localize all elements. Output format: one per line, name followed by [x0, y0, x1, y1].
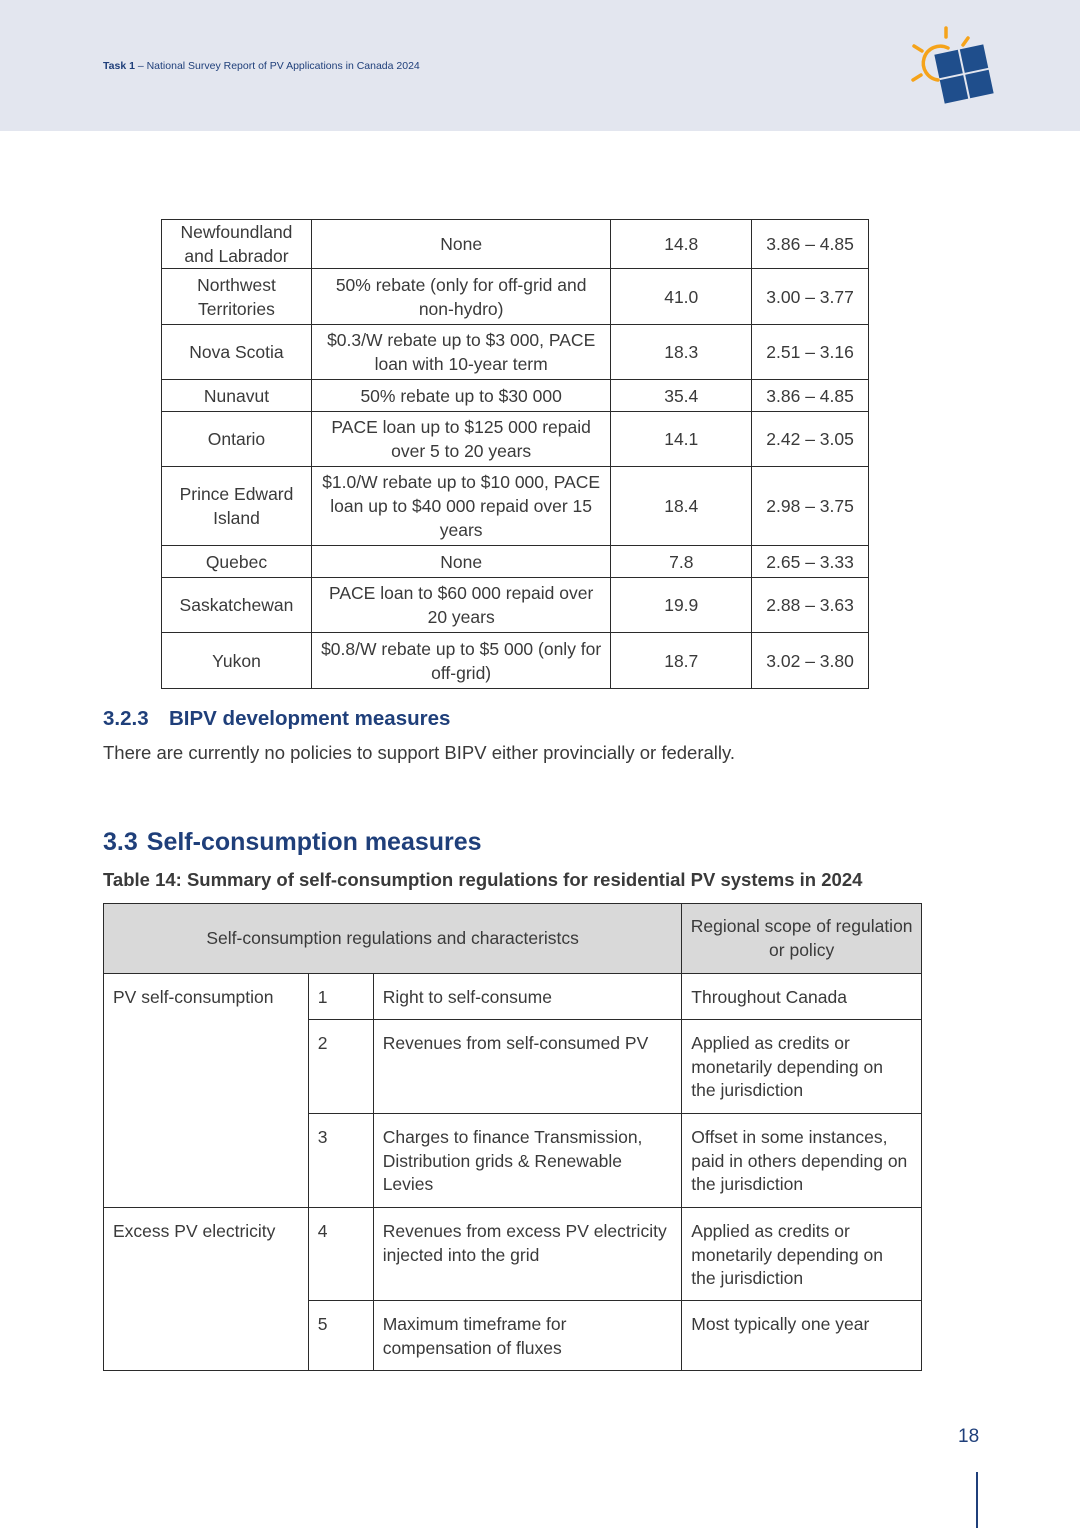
section-heading-3-3: 3.3 Self-consumption measures	[103, 828, 482, 856]
cell-item: Charges to finance Transmission, Distribution grids & Renewable Levies	[373, 1114, 682, 1208]
table-row	[104, 1020, 922, 1114]
cell-range: 3.86 – 4.85	[752, 220, 869, 269]
cell-province: Yukon	[162, 633, 312, 689]
cell-range: 2.88 – 3.63	[752, 578, 869, 633]
table-row	[104, 1114, 922, 1208]
cell-scope: Throughout Canada	[682, 974, 922, 1020]
group-cell	[104, 1301, 309, 1371]
cell-range: 2.98 – 3.75	[752, 467, 869, 546]
sun-solar-panel-logo-icon	[908, 24, 1004, 112]
page-number: 18	[958, 1426, 980, 1447]
cell-incentive: $0.3/W rebate up to $3 000, PACE loan with 10-year term	[311, 325, 610, 380]
cell-incentive: PACE loan up to $125 000 repaid over 5 to 20 years	[311, 412, 610, 467]
page-header	[0, 0, 1080, 131]
cell-num: 5	[308, 1301, 373, 1371]
cell-scope: Most typically one year	[682, 1301, 922, 1371]
cell-range: 3.00 – 3.77	[752, 269, 869, 325]
table-row	[162, 325, 869, 380]
cell-incentive: None	[311, 220, 610, 269]
cell-value: 35.4	[611, 380, 752, 412]
cell-province: Quebec	[162, 546, 312, 578]
group-cell: Excess PV electricity	[104, 1208, 309, 1301]
cell-value: 19.9	[611, 578, 752, 633]
table-row	[104, 1301, 922, 1371]
cell-item: Revenues from self-consumed PV	[373, 1020, 682, 1114]
self-consumption-table	[103, 903, 922, 1371]
cell-province: Nunavut	[162, 380, 312, 412]
cell-num: 1	[308, 974, 373, 1020]
table-row	[162, 269, 869, 325]
cell-province: Newfoundland and Labrador	[162, 220, 312, 269]
cell-scope: Applied as credits or monetarily depending on the jurisdiction	[682, 1020, 922, 1114]
table-row	[162, 578, 869, 633]
section-heading-3-2-3: 3.2.3 BIPV development measures	[103, 707, 451, 730]
cell-province: Nova Scotia	[162, 325, 312, 380]
cell-item: Maximum timeframe for compensation of fluxes	[373, 1301, 682, 1371]
group-cell	[104, 1020, 309, 1114]
cell-incentive: $1.0/W rebate up to $10 000, PACE loan up to $40 000 repaid over 15 years	[311, 467, 610, 546]
cell-scope: Applied as credits or monetarily depending on the jurisdiction	[682, 1208, 922, 1301]
cell-value: 18.7	[611, 633, 752, 689]
cell-range: 3.86 – 4.85	[752, 380, 869, 412]
cell-range: 2.42 – 3.05	[752, 412, 869, 467]
cell-province: Northwest Territories	[162, 269, 312, 325]
cell-range: 2.65 – 3.33	[752, 546, 869, 578]
cell-value: 14.1	[611, 412, 752, 467]
cell-incentive: None	[311, 546, 610, 578]
cell-num: 2	[308, 1020, 373, 1114]
bipv-paragraph: There are currently no policies to support BIPV either provincially or federally.	[103, 742, 736, 763]
table-row	[104, 974, 922, 1020]
cell-value: 7.8	[611, 546, 752, 578]
cell-value: 41.0	[611, 269, 752, 325]
cell-incentive: PACE loan to $60 000 repaid over 20 years	[311, 578, 610, 633]
cell-scope: Offset in some instances, paid in others depending on the jurisdiction	[682, 1114, 922, 1208]
cell-range: 2.51 – 3.16	[752, 325, 869, 380]
page-number-rule	[976, 1472, 978, 1528]
provincial-incentives-table	[161, 219, 869, 689]
cell-province: Prince Edward Island	[162, 467, 312, 546]
table-row	[162, 380, 869, 412]
cell-value: 18.3	[611, 325, 752, 380]
cell-num: 3	[308, 1114, 373, 1208]
cell-incentive: 50% rebate up to $30 000	[311, 380, 610, 412]
cell-value: 18.4	[611, 467, 752, 546]
table-row	[104, 1208, 922, 1301]
group-cell	[104, 1114, 309, 1208]
table-header-regulations: Self-consumption regulations and characteristcs	[104, 904, 682, 974]
cell-item: Revenues from excess PV electricity injected into the grid	[373, 1208, 682, 1301]
cell-item: Right to self-consume	[373, 974, 682, 1020]
header-title: Task 1 – National Survey Report of PV Applications in Canada 2024	[103, 60, 420, 72]
table-row	[162, 412, 869, 467]
table-row	[162, 220, 869, 269]
cell-province: Saskatchewan	[162, 578, 312, 633]
table-header-scope: Regional scope of regulation or policy	[682, 904, 922, 974]
cell-num: 4	[308, 1208, 373, 1301]
cell-province: Ontario	[162, 412, 312, 467]
table-row	[162, 467, 869, 546]
table-14-caption: Table 14: Summary of self-consumption regulations for residential PV systems in 2024	[103, 869, 863, 890]
table-row	[162, 633, 869, 689]
cell-incentive: $0.8/W rebate up to $5 000 (only for off-grid)	[311, 633, 610, 689]
cell-incentive: 50% rebate (only for off-grid and non-hydro)	[311, 269, 610, 325]
group-cell: PV self-consumption	[104, 974, 309, 1020]
table-row	[162, 546, 869, 578]
cell-range: 3.02 – 3.80	[752, 633, 869, 689]
cell-value: 14.8	[611, 220, 752, 269]
